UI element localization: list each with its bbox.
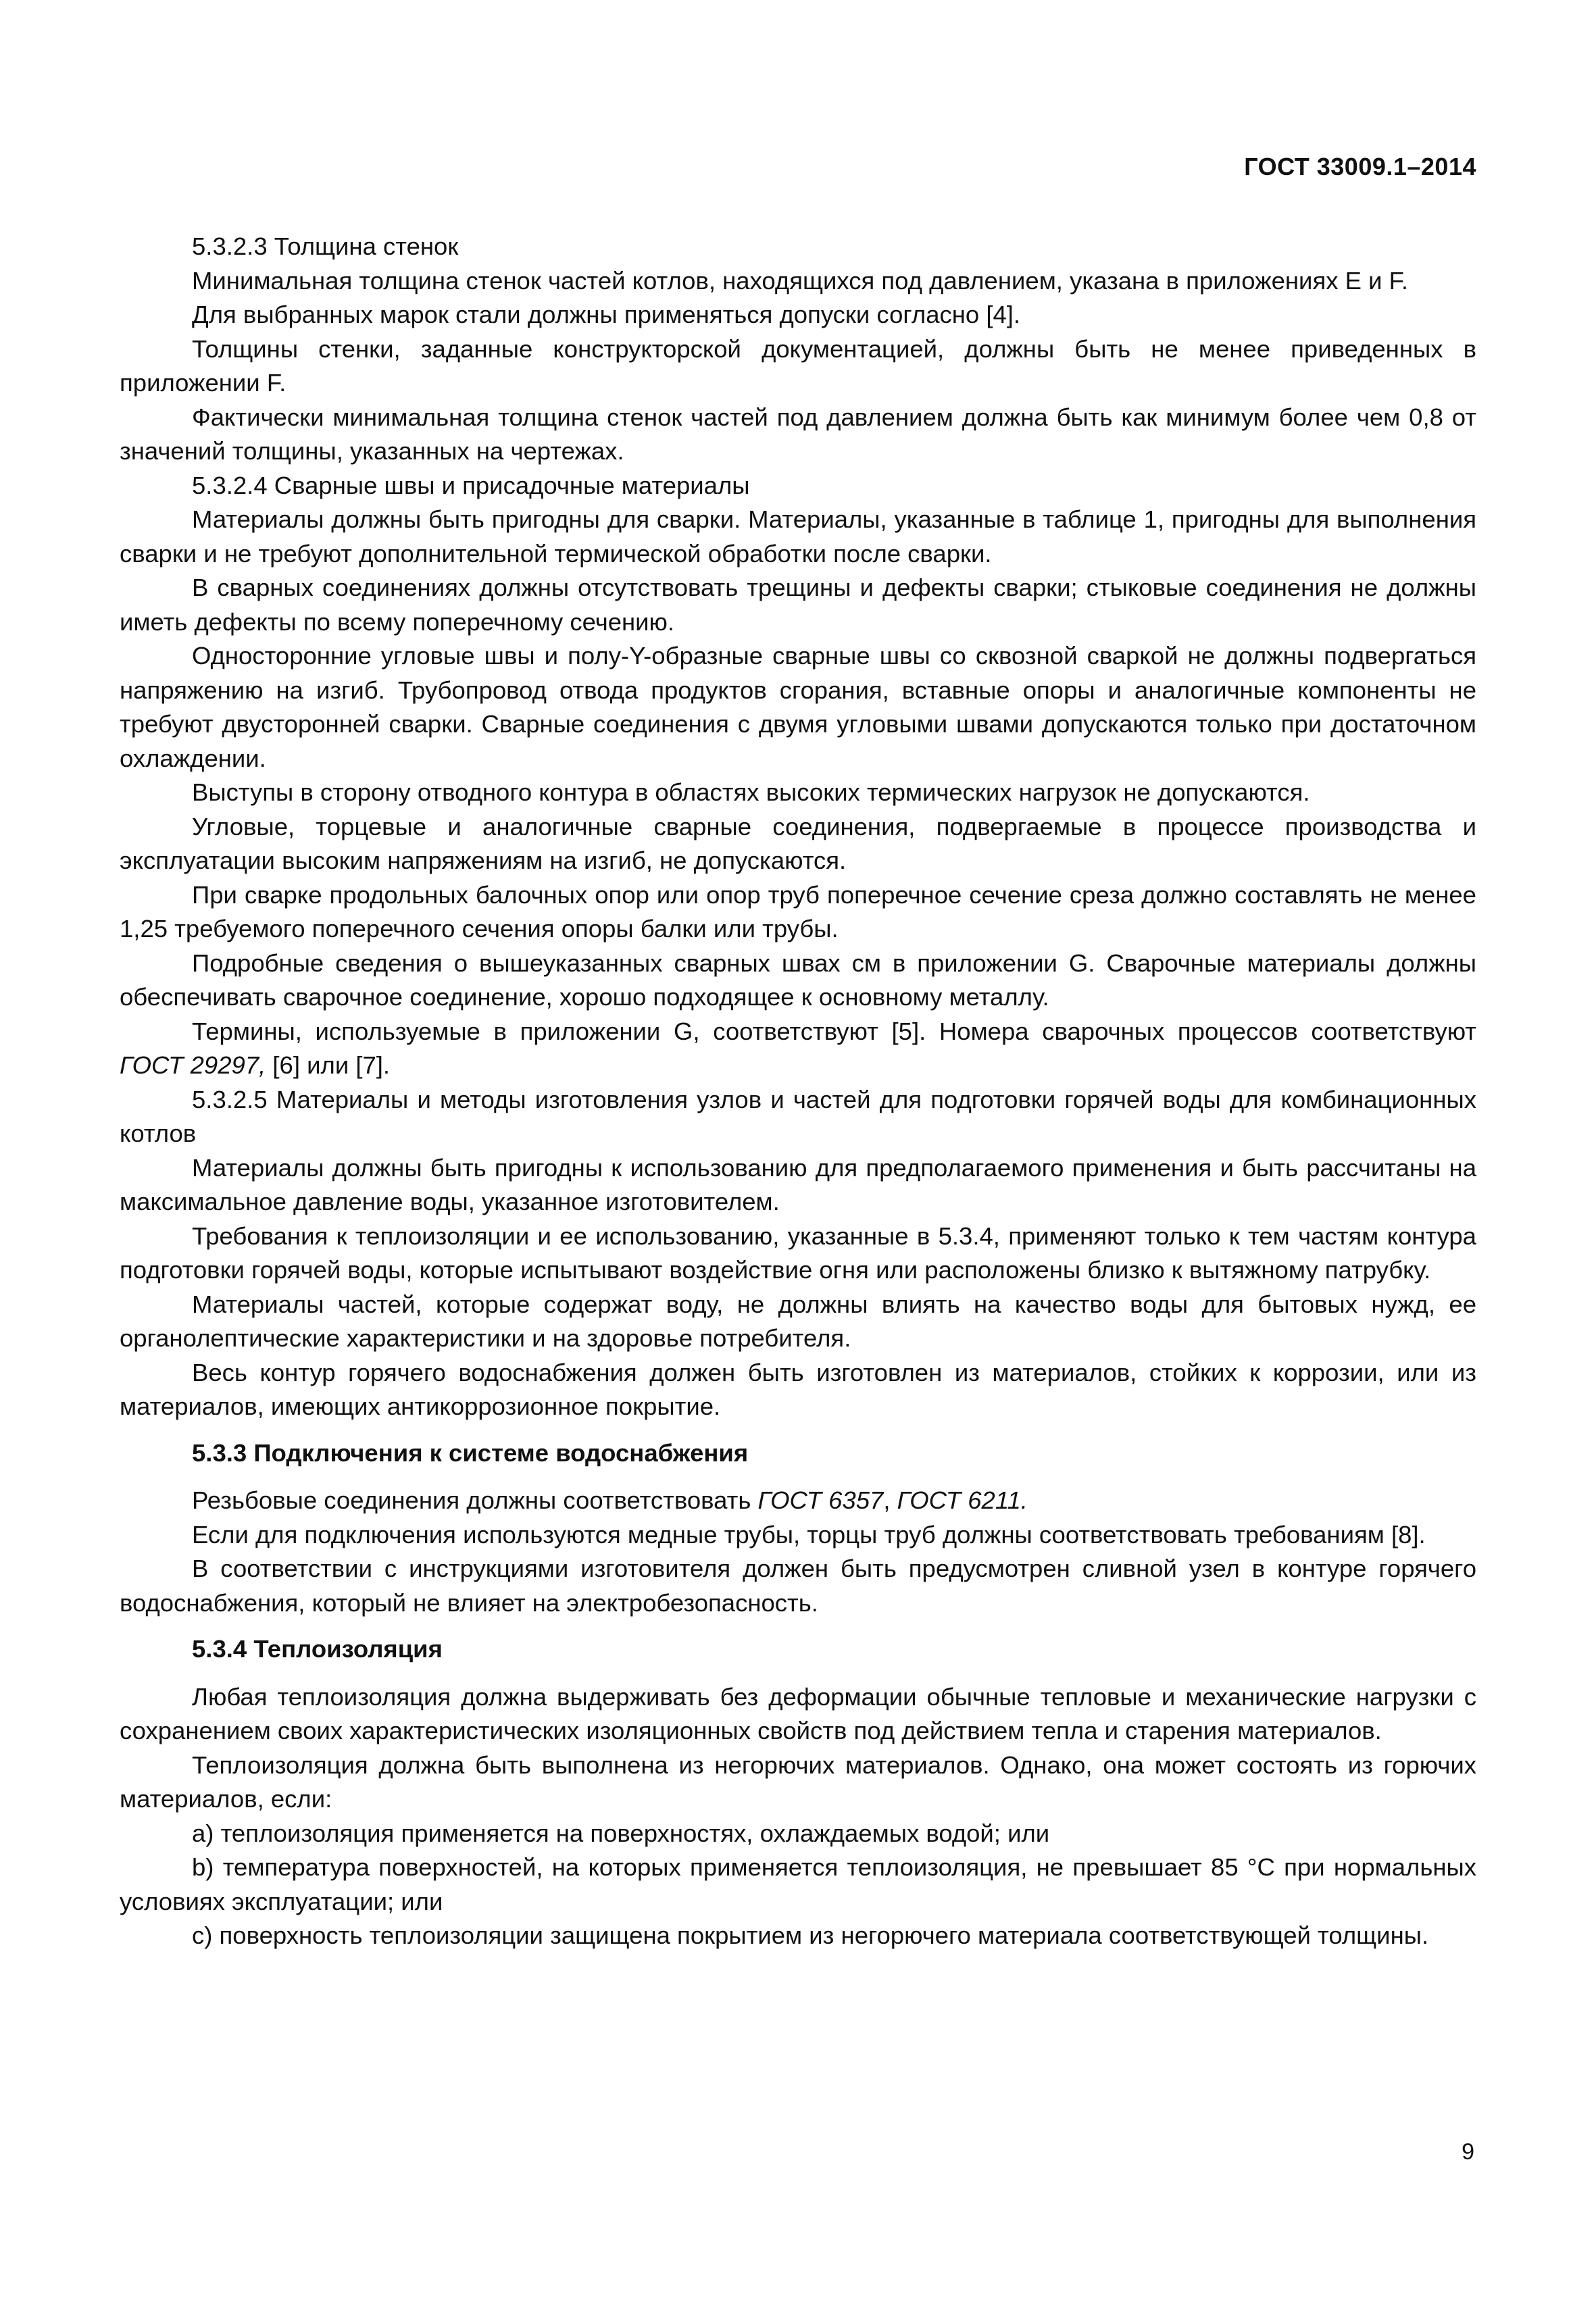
- paragraph-text: Резьбовые соединения должны соответствовать: [192, 1486, 758, 1514]
- paragraph-text: Термины, используемые в приложении G, соответствуют [5]. Номера сварочных процессов соответствуют: [192, 1017, 1476, 1045]
- subsection-title: 5.3.2.5 Материалы и методы изготовления узлов и частей для подготовки горячей воды для комбинационных котлов: [120, 1085, 1476, 1147]
- paragraph: Если для подключения используются медные трубы, торцы труб должны соответствовать требованиям [8].: [192, 1520, 1426, 1549]
- standard-reference: ГОСТ 6357: [757, 1486, 884, 1514]
- paragraph: Подробные сведения о вышеуказанных сварных швах см в приложении G. Сварочные материалы должны обеспечивать сварочное соединение, хорошо подходящее к основному металлу.: [120, 949, 1476, 1011]
- paragraph: [120, 1015, 1476, 1083]
- list-item: c) поверхность теплоизоляции защищена покрытием из негорючего материала соответствующей толщины.: [192, 1921, 1429, 1949]
- paragraph: Угловые, торцевые и аналогичные сварные соединения, подвергаемые в процессе производства и эксплуатации высоким напряжениям на изгиб, не допускаются.: [120, 812, 1476, 874]
- paragraph-text: [6] или [7].: [266, 1051, 391, 1079]
- paragraph: Односторонние угловые швы и полу-Y-образные сварные швы со сквозной сваркой не должны подвергаться напряжению на изгиб. Трубопровод отвода продуктов сгорания, вставные опоры и аналогичные компоненты не требуют двусторонней сварки. Сварные соединения с двумя угловыми швами допускаются только при достаточном охлаждении.: [120, 642, 1476, 772]
- page-number: 9: [1462, 2139, 1474, 2165]
- paragraph: Материалы должны быть пригодны к использованию для предполагаемого применения и быть рассчитаны на максимальное давление воды, указанное изготовителем.: [120, 1153, 1476, 1215]
- paragraph: [120, 1484, 1476, 1518]
- list-item: a) теплоизоляция применяется на поверхностях, охлаждаемых водой; или: [192, 1819, 1050, 1847]
- document-body: [120, 230, 1476, 1953]
- paragraph: Требования к теплоизоляции и ее использованию, указанные в 5.3.4, применяют только к тем частям контура подготовки горячей воды, которые испытывают воздействие огня или расположены близко к вытяжному патрубку.: [120, 1222, 1476, 1284]
- paragraph: Материалы частей, которые содержат воду, не должны влиять на качество воды для бытовых нужд, ее органолептические характеристики и на здоровье потребителя.: [120, 1290, 1476, 1352]
- paragraph: Теплоизоляция должна быть выполнена из негорючих материалов. Однако, она может состоять из горючих материалов, если:: [120, 1751, 1476, 1813]
- subsection-title: 5.3.2.4 Сварные швы и присадочные материалы: [192, 471, 750, 499]
- paragraph: Минимальная толщина стенок частей котлов, находящихся под давлением, указана в приложениях E и F.: [192, 266, 1409, 295]
- paragraph: В сварных соединениях должны отсутствовать трещины и дефекты сварки; стыковые соединения не должны иметь дефекты по всему поперечному сечению.: [120, 574, 1476, 636]
- standard-reference: ГОСТ 29297,: [120, 1051, 266, 1079]
- paragraph: Выступы в сторону отводного контура в областях высоких термических нагрузок не допускаются.: [192, 778, 1310, 806]
- section-heading: 5.3.3 Подключения к системе водоснабжения: [192, 1438, 749, 1467]
- paragraph-text: ,: [883, 1486, 897, 1514]
- paragraph: Для выбранных марок стали должны применяться допуски согласно [4].: [192, 301, 1021, 328]
- subsection-title: 5.3.2.3 Толщина стенок: [192, 232, 459, 260]
- standard-reference: ГОСТ 6211.: [897, 1486, 1028, 1514]
- paragraph: В соответствии с инструкциями изготовителя должен быть предусмотрен сливной узел в контуре горячего водоснабжения, который не влияет на электробезопасность.: [120, 1555, 1476, 1617]
- section-heading: 5.3.4 Теплоизоляция: [192, 1635, 443, 1663]
- list-item: b) температура поверхностей, на которых применяется теплоизоляция, не превышает 85 °С при нормальных условиях эксплуатации; или: [120, 1853, 1476, 1915]
- paragraph: Толщины стенки, заданные конструкторской документацией, должны быть не менее приведенных в приложении F.: [120, 334, 1476, 397]
- paragraph: Материалы должны быть пригодны для сварки. Материалы, указанные в таблице 1, пригодны для выполнения сварки и не требуют дополнительной термической обработки после сварки.: [120, 505, 1476, 568]
- paragraph: Любая теплоизоляция должна выдерживать без деформации обычные тепловые и механические нагрузки с сохранением своих характеристических изоляционных свойств под действием тепла и старения материалов.: [120, 1682, 1476, 1744]
- paragraph: Весь контур горячего водоснабжения должен быть изготовлен из материалов, стойких к коррозии, или из материалов, имеющих антикоррозионное покрытие.: [120, 1358, 1476, 1420]
- paragraph: Фактически минимальная толщина стенок частей под давлением должна быть как минимум более чем 0,8 от значений толщины, указанных на чертежах.: [120, 403, 1476, 465]
- document-header: ГОСТ 33009.1–2014: [1244, 153, 1476, 180]
- paragraph: При сварке продольных балочных опор или опор труб поперечное сечение среза должно составлять не менее 1,25 требуемого поперечного сечения опоры балки или трубы.: [120, 880, 1476, 942]
